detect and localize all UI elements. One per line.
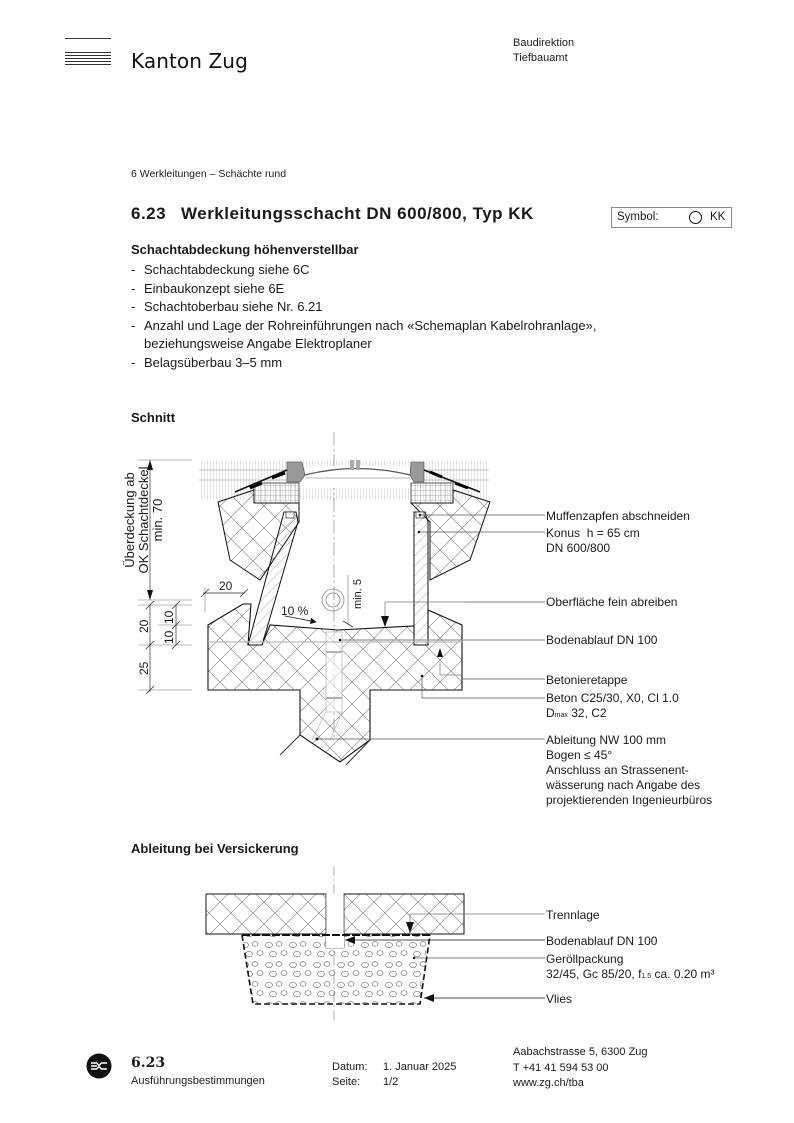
- department: Baudirektion: [513, 37, 575, 49]
- department-logo-icon: [86, 1053, 112, 1079]
- dim-25: 25: [137, 661, 151, 675]
- list-item: - Schachtabdeckung siehe 6C: [131, 262, 310, 277]
- grid-ring-right: [411, 483, 453, 503]
- callout-ableitung: Ableitung NW 100 mm Bogen ≤ 45° Anschluss an Strassenent- wässerung nach Angabe des projektierenden Ingenieurbüros: [546, 733, 713, 807]
- footer-number: 6.23: [131, 1055, 166, 1071]
- list-item-continuation: beziehungsweise Angabe Elektroplaner: [144, 336, 372, 351]
- drain-pipe: [326, 632, 342, 712]
- cover-frame-left: [287, 462, 305, 482]
- callout-bodenablauf: Bodenablauf DN 100: [546, 633, 658, 647]
- cover-heading: Schachtabdeckung höhenverstellbar: [131, 242, 359, 257]
- dim-10-b: 10: [162, 630, 176, 644]
- brand-name: Kanton Zug: [131, 49, 248, 73]
- footer-phone: T +41 41 594 53 00: [513, 1061, 609, 1074]
- list-item: - Anzahl und Lage der Rohreinführungen nach «Schemaplan Kabelrohranlage»,: [131, 317, 597, 333]
- footer-date-value: 1. Januar 2025: [383, 1061, 457, 1073]
- dim-10-a: 10: [162, 610, 176, 624]
- section-heading: Schnitt: [131, 410, 176, 425]
- chapter-label: 6 Werkleitungen – Schächte rund: [131, 168, 287, 180]
- pipe-inlet-outer: [322, 589, 344, 611]
- dim-20-left: 20: [137, 619, 151, 633]
- office: Tiefbauamt: [513, 52, 568, 64]
- cover-frame-right: [410, 462, 424, 482]
- footer-address: Aabachstrasse 5, 6300 Zug: [513, 1046, 648, 1058]
- list-item: - Einbaukonzept siehe 6E: [131, 280, 285, 296]
- list-item: - Belagsüberbau 3–5 mm: [131, 354, 283, 370]
- callout-betonieretappe: Betonieretappe: [546, 673, 628, 687]
- callout-muffenzapfen: Muffenzapfen abschneiden: [546, 509, 690, 523]
- seepage-slab-left: [206, 894, 326, 934]
- slope-label: 10 %: [281, 604, 309, 618]
- symbol-label: Symbol:: [617, 211, 659, 223]
- cover-dimension-label: Überdeckung ab OK Schachtdeckel min. 70: [122, 466, 165, 574]
- callout-vlies: Vlies: [546, 992, 573, 1006]
- callout-seepage-bodenablauf: Bodenablauf DN 100: [546, 934, 658, 948]
- footer-date-label: Datum:: [332, 1061, 368, 1073]
- dim-min-5: min. 5: [352, 579, 364, 609]
- callout-geroellpackung: Geröllpackung 32/45, Gc 85/20, f1.5 ca. 0.20 m³: [546, 952, 715, 981]
- pipe-inlet-inner: [326, 593, 340, 607]
- title-text: Werkleitungsschacht DN 600/800, Typ KK: [181, 204, 534, 223]
- seepage-heading: Ableitung bei Versickerung: [131, 841, 299, 856]
- callout-konus: Konus h = 65 cm DN 600/800: [546, 526, 640, 555]
- dim-20-top: 20: [219, 579, 233, 593]
- grid-ring-left: [254, 483, 299, 503]
- symbol-code: KK: [710, 211, 726, 223]
- footer-description: Ausführungsbestimmungen: [131, 1075, 265, 1087]
- callout-beton: Beton C25/30, X0, Cl 1.0 Dmax 32, C2: [546, 691, 679, 720]
- footer-address-block: [513, 1045, 648, 1092]
- footer-page-label: Seite:: [332, 1076, 361, 1088]
- list-item: - Schachtoberbau siehe Nr. 6.21: [131, 299, 323, 314]
- footer-page-value: 1/2: [383, 1076, 399, 1088]
- callout-trennlage: Trennlage: [546, 908, 600, 922]
- footer-web-link[interactable]: www.zg.ch/tba: [513, 1077, 584, 1089]
- callout-oberflaeche: Oberfläche fein abreiben: [546, 595, 678, 609]
- title-number: 6.23: [131, 204, 167, 223]
